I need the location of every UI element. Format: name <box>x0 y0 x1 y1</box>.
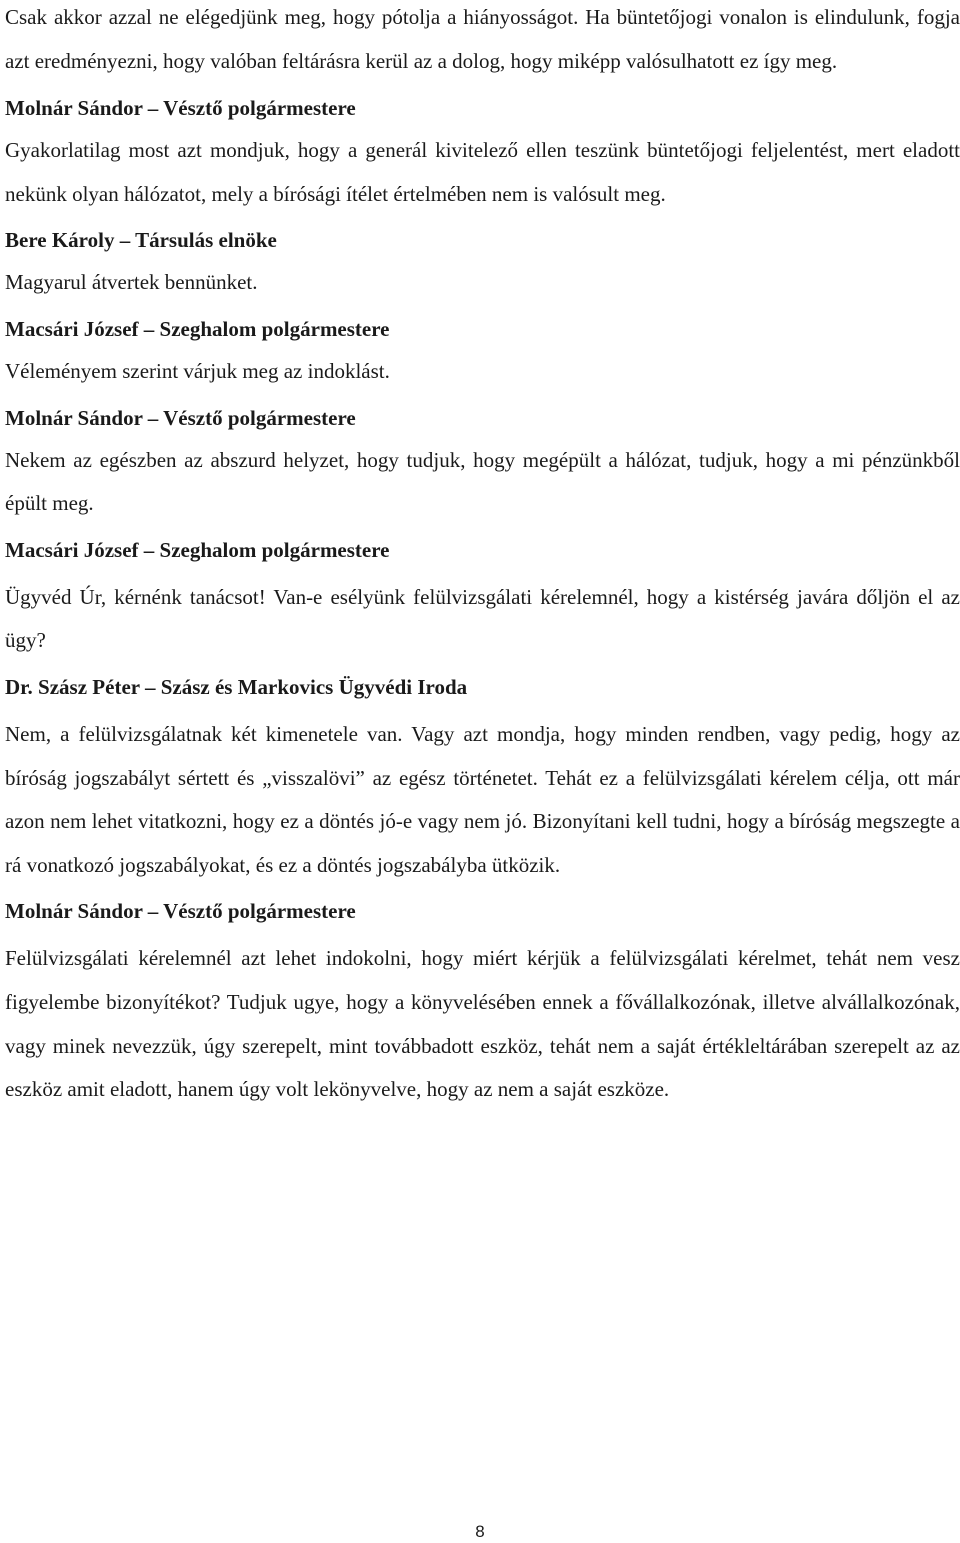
speaker-heading-macsari: Macsári József – Szeghalom polgármestere <box>5 316 390 341</box>
speaker-heading-molnar: Molnár Sándor – Vésztő polgármestere <box>5 899 356 924</box>
paragraph-macsari-2: Ügyvéd Úr, kérnénk tanácsot! Van-e esélyünk felülvizsgálati kérelemnél, hogy a kistérség javára dőljön el az ügy? <box>5 584 960 653</box>
paragraph-molnar-2: Nekem az egészben az abszurd helyzet, hogy tudjuk, hogy megépült a hálózat, tudjuk, hogy a mi pénzünkből épült meg. <box>5 447 960 516</box>
paragraph-intro: Csak akkor azzal ne elégedjünk meg, hogy pótolja a hiányosságot. Ha büntetőjogi vonalon is elindulunk, fogja azt eredményezni, hogy valóban feltárásra kerül az a dolog, hogy miképp valósulhatott ez így meg. <box>5 5 960 73</box>
paragraph-macsari-1: Véleményem szerint várjuk meg az indoklást. <box>5 358 390 383</box>
page-number: 8 <box>475 1522 485 1541</box>
document-page <box>5 0 960 1112</box>
speaker-heading-molnar: Molnár Sándor – Vésztő polgármestere <box>5 96 356 121</box>
paragraph-bere: Magyarul átvertek bennünket. <box>5 270 258 295</box>
paragraph-szasz: Nem, a felülvizsgálatnak két kimenetele van. Vagy azt mondja, hogy minden rendben, vagy pedig, hogy az bíróság jogszabályt sértett és „visszalövi” az egész történetet. Tehát ez a felülvizsgálati kérelem célja, ott már azon nem lehet vitatkozni, hogy ez a döntés jó-e vagy nem jó. Bizonyítani kell tudni, hogy a bíróság megszegte a rá vonatkozó jogszabályokat, és ez a döntés jogszabályba ütközik. <box>5 721 960 877</box>
paragraph-molnar-1: Gyakorlatilag most azt mondjuk, hogy a generál kivitelező ellen teszünk büntetőjogi feljelentést, mert eladott nekünk olyan hálózatot, mely a bírósági ítélet értelmében nem is valósult meg. <box>5 138 960 206</box>
paragraph-molnar-3: Felülvizsgálati kérelemnél azt lehet indokolni, hogy miért kérjük a felülvizsgálati kérelmet, tehát nem vesz figyelembe bizonyítékot? Tudjuk ugye, hogy a könyvelésében ennek a fővállalkozónak, illetve alvállalkozónak, vagy minek nevezzük, úgy szerepelt, mint továbbadott eszköz, tehát nem a saját értékleltárában szerepelt az az eszköz amit eladott, hanem úgy volt lekönyvelve, hogy az nem a saját eszköze. <box>5 946 960 1102</box>
speaker-heading-szasz: Dr. Szász Péter – Szász és Markovics Ügyvédi Iroda <box>5 674 468 699</box>
speaker-heading-bere: Bere Károly – Társulás elnöke <box>5 228 277 253</box>
speaker-heading-macsari: Macsári József – Szeghalom polgármestere <box>5 537 390 562</box>
speaker-heading-molnar: Molnár Sándor – Vésztő polgármestere <box>5 405 356 430</box>
